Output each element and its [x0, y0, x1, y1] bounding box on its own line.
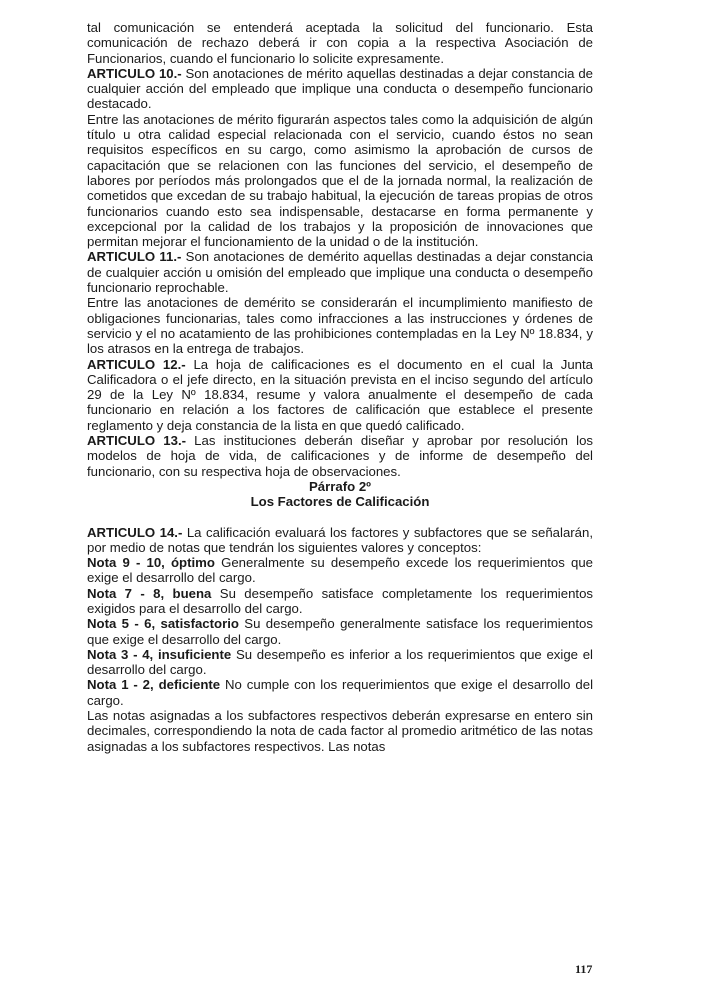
article-11 [87, 249, 593, 295]
grade-description: No cumple con los requerimientos que exige el desarrollo del cargo. [87, 677, 594, 708]
document-page [87, 20, 593, 754]
grade-description: Su desempeño generalmente satisface los requerimientos que exige el desarrollo del cargo. [87, 616, 593, 647]
article-heading: ARTICULO 11.- [87, 249, 182, 265]
grade-label: Nota 7 - 8, buena [87, 585, 212, 601]
grade-description: Generalmente su desempeño excede los requerimientos que exige el desarrollo del cargo. [87, 555, 593, 586]
article-heading: ARTICULO 10.- [87, 65, 182, 81]
grade-buena [87, 586, 593, 617]
article-heading: ARTICULO 14.- [87, 524, 183, 540]
grade-label: Nota 1 - 2, deficiente [87, 677, 221, 693]
page-number: 117 [575, 962, 593, 976]
article-11-demerit-list [87, 295, 593, 356]
grade-optimo [87, 555, 593, 586]
article-heading: ARTICULO 13.- [87, 433, 187, 449]
section-heading-factores: Los Factores de Calificación [250, 494, 430, 510]
paragraph-text: Las instituciones deberán diseñar y aprobar por resolución los modelos de hoja de vida, de calificaciones y de informe de desempeño del funcionario, con su respectiva hoja de observaciones. [87, 433, 593, 479]
grade-satisfactorio [87, 616, 593, 647]
paragraph-text: Son anotaciones de demérito aquellas destinadas a dejar constancia de cualquier acción u omisión del empleado que implique una conducta o desempeño funcionario reprochable. [87, 249, 594, 296]
article-13 [87, 433, 593, 479]
paragraph-notes [87, 708, 593, 754]
paragraph-continuation [87, 20, 593, 66]
paragraph-text: Son anotaciones de mérito aquellas destinadas a dejar constancia de cualquier acción del empleado que implique una conducta o desempeño funcionario destacado. [87, 65, 593, 112]
article-heading: ARTICULO 12.- [87, 356, 186, 372]
paragraph-text: Entre las anotaciones de mérito figurarán aspectos tales como la adquisición de algún título u otra calidad especial relacionada con el servicio, cuando éstos no sean requisitos específicos en su cargo, como asimismo la aprobación de cursos de capacitación que se relacionen con las funciones del servicio, el desempeño de labores por períodos más prolongados que el de la jornada normal, la realización de cometidos que excedan de su trabajo habitual, la ejecución de tareas propias de otros funcionarios cuando esto sea indispensable, destacarse en forma permanente y excepcional por la calidad de los trabajos y la proposición de innovaciones que permitan mejorar el funcionamiento de la unidad o de la institución. [87, 111, 593, 250]
section-heading-parrafo: Párrafo 2º [309, 478, 371, 494]
paragraph-text: Entre las anotaciones de demérito se considerarán el incumplimiento manifiesto de obligaciones funcionarias, tales como infracciones a las instrucciones y órdenes de servicio y el no acatamiento de las prohibiciones contempladas en la Ley Nº 18.834, y los atrasos en la entrega de trabajos. [87, 295, 593, 357]
grade-deficiente [87, 677, 593, 708]
paragraph-text: La hoja de calificaciones es el documento en el cual la Junta Calificadora o el jefe directo, en la situación prevista en el inciso segundo del artículo 29 de la Ley Nº 18.834, resume y valora anualmente el desempeño de cada funcionario en relación a los factores de calificación que establece el presente reglamento y deja constancia de la lista en que quedó calificado. [87, 356, 593, 433]
grade-label: Nota 9 - 10, óptimo [87, 555, 215, 571]
article-12 [87, 357, 593, 433]
article-14 [87, 525, 593, 556]
article-10-merit-list [87, 112, 593, 250]
grade-label: Nota 5 - 6, satisfactorio [87, 616, 239, 632]
grade-label: Nota 3 - 4, insuficiente [87, 646, 232, 662]
grade-description: Su desempeño satisface completamente los requerimientos exigidos para el desarrollo del cargo. [87, 585, 593, 616]
paragraph-text: Las notas asignadas a los subfactores respectivos deberán expresarse en entero sin decimales, correspondiendo la nota de cada factor al promedio aritmético de las notas asignadas a los subfactores respectivos. Las notas [87, 708, 593, 754]
paragraph-text: La calificación evaluará los factores y subfactores que se señalarán, por medio de notas que tendrán los siguientes valores y conceptos: [87, 524, 593, 555]
grade-description: Su desempeño es inferior a los requerimientos que exige el desarrollo del cargo. [87, 646, 593, 678]
paragraph-text: tal comunicación se entenderá aceptada la solicitud del funcionario. Esta comunicación de rechazo deberá ir con copia a la respectiva Asociación de Funcionarios, cuando el funcionario lo solicite expresamente. [87, 20, 593, 66]
grade-insuficiente [87, 647, 593, 678]
article-10 [87, 66, 593, 112]
